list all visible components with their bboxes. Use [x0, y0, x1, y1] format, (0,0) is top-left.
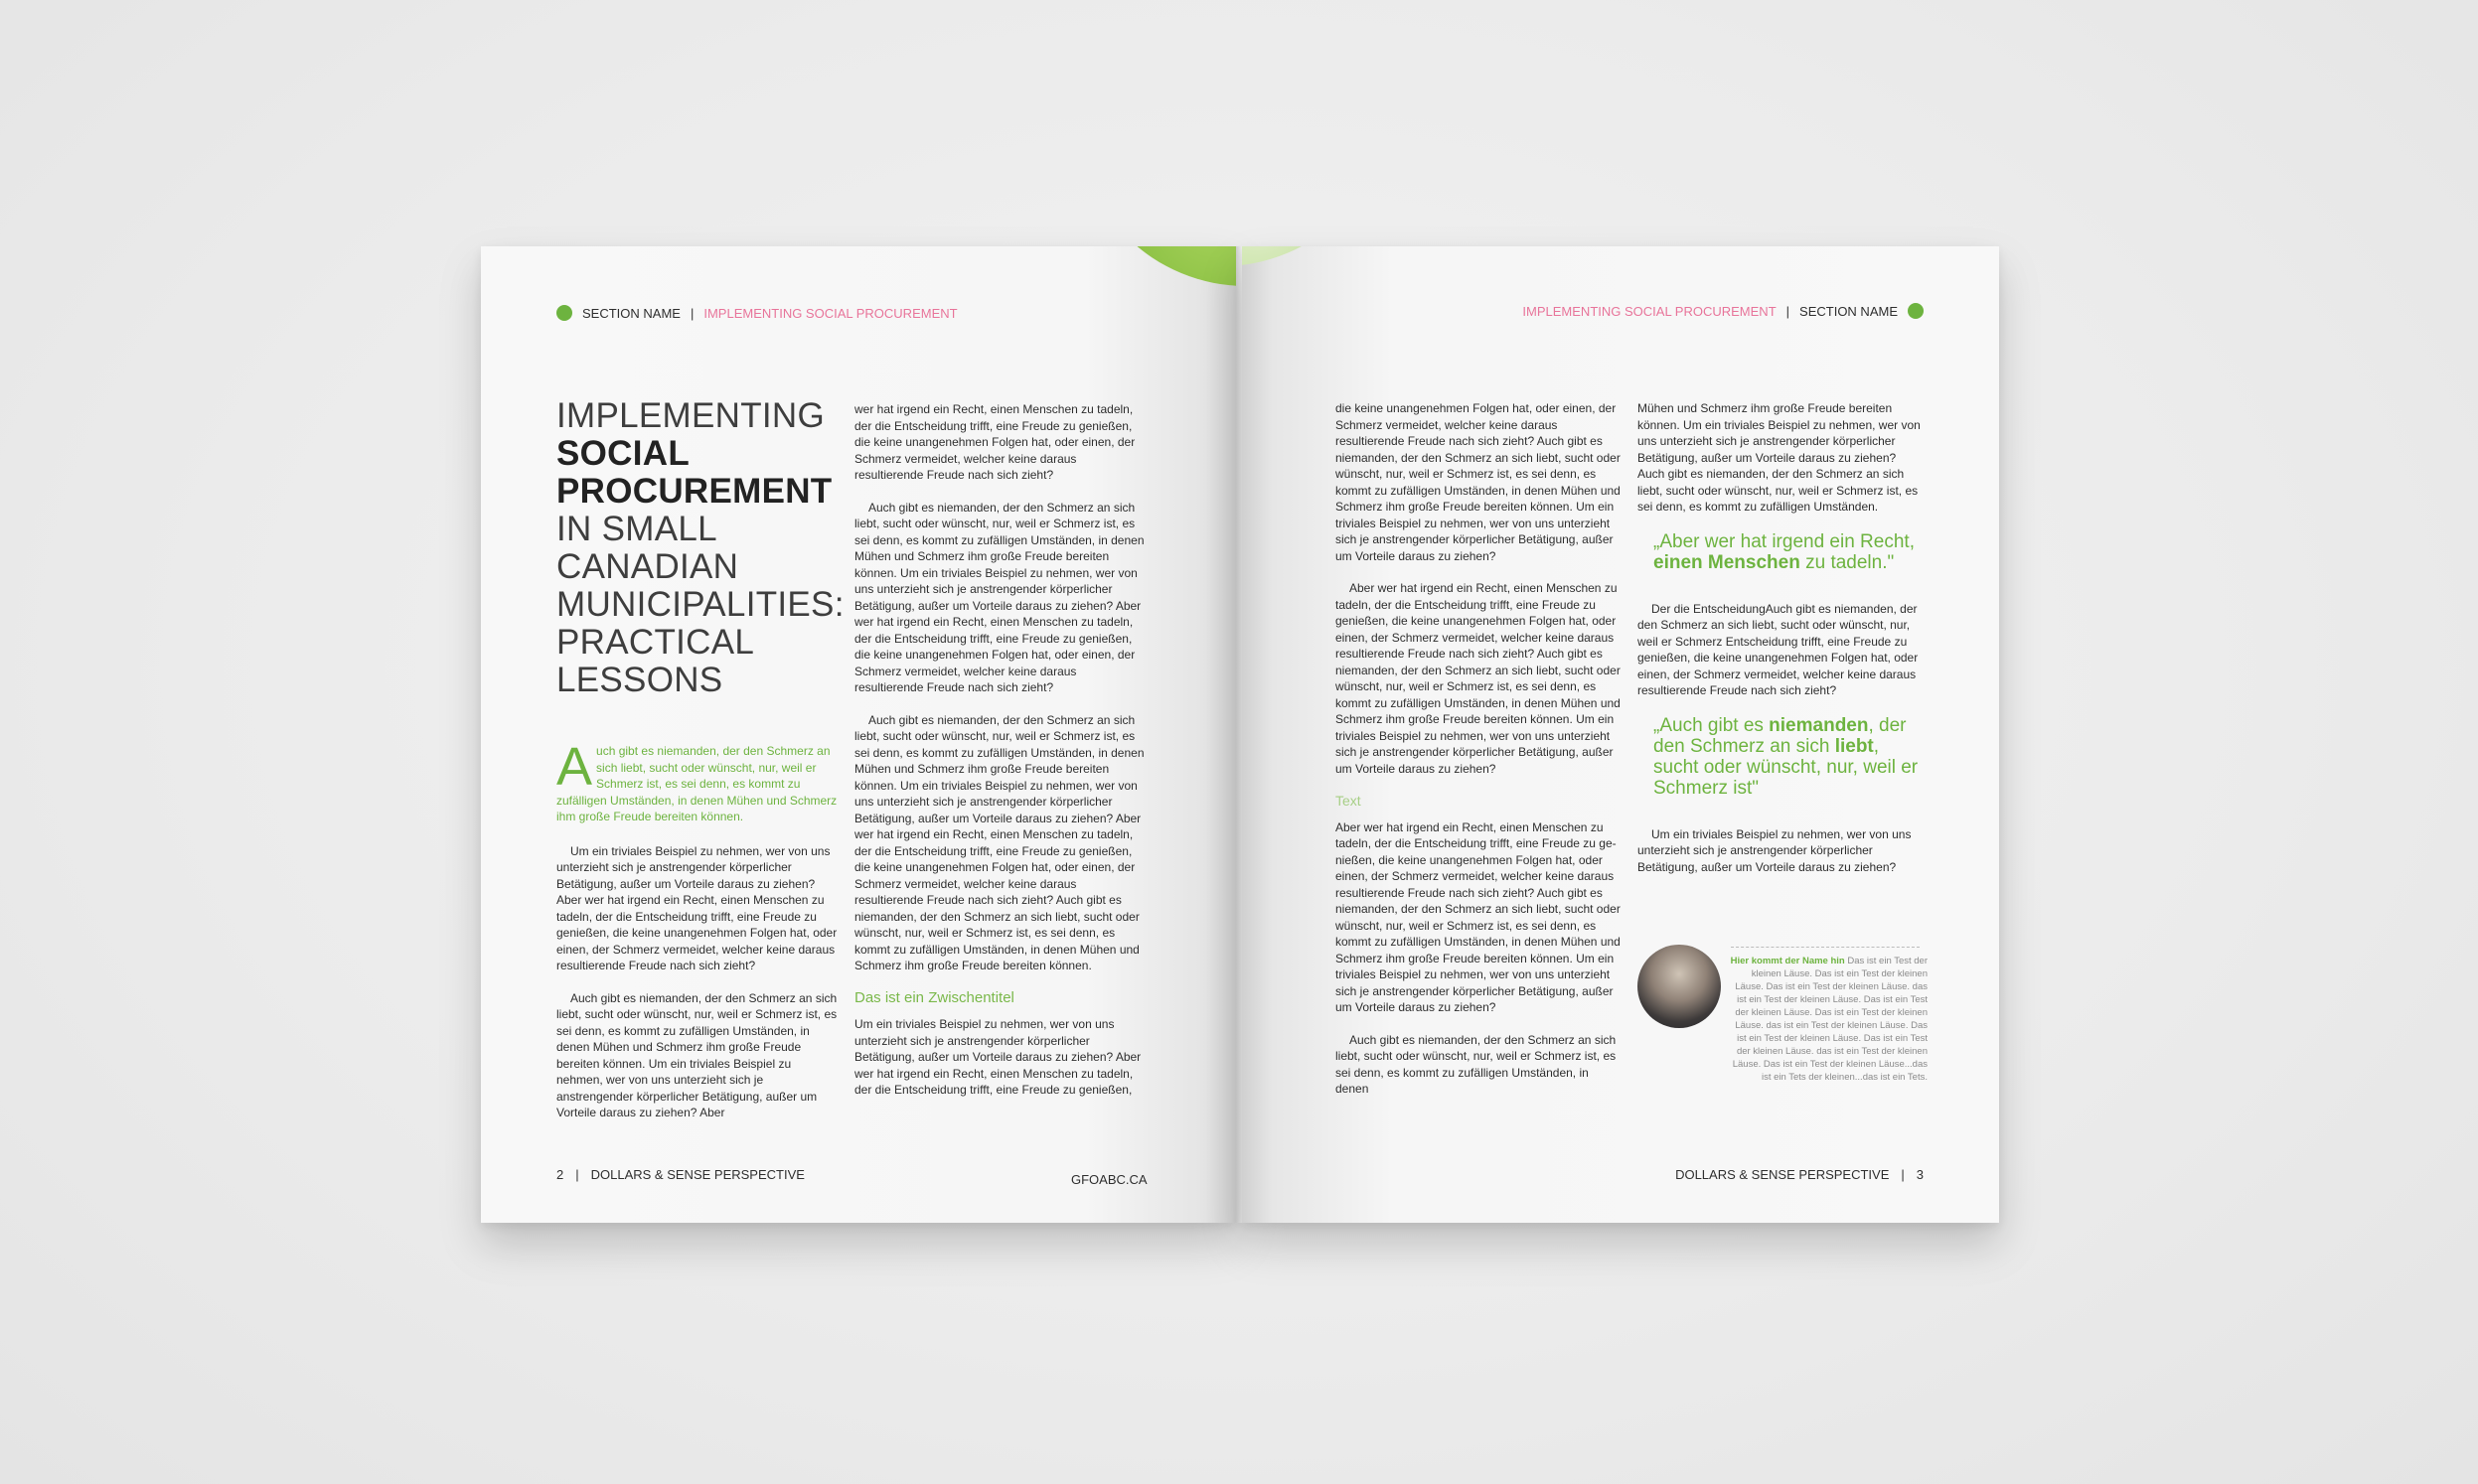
header-article-title: IMPLEMENTING SOCIAL PROCUREMENT — [703, 305, 958, 321]
right-page — [1242, 246, 1999, 1223]
section-name: SECTION NAME — [1799, 303, 1898, 319]
body-paragraph: Auch gibt es niemanden, der den Schmerz an sich liebt, sucht oder wünscht, nur, weil er Schmerz ist, es sei denn, es kommt zu zufälligen Umständen, in denen — [1335, 1032, 1617, 1096]
quote-text: zu tadeln." — [1799, 551, 1895, 573]
body-paragraph: Aber wer hat irgend ein Recht, einen Menschen zu tadeln, der die Entscheidung trifft, eine Freude zu genießen, die keine unangenehmen Folgen hat, oder einen, der Schmerz vermeidet, welcher keine daraus resultierende Freude nach sich zieht? Auch gibt es niemanden, der den Schmerz an sich liebt, sucht oder wünscht, nur, weil er Schmerz ist, es sei denn, es kommt zu zufälligen Umständen, in denen Mühen und Schmerz ihm große Freude bereiten können. Um ein triviales Beispiel zu nehmen, wer von uns unterzieht sich je anstrengender körperlicher Betätigung, außer um Vorteile daraus zu ziehen? — [1335, 581, 1621, 776]
header-separator: | — [690, 305, 695, 321]
left-column-1 — [556, 737, 840, 1137]
right-column-2 — [1637, 400, 1926, 891]
body-paragraph: Auch gibt es niemanden, der den Schmerz an sich liebt, sucht oder wünscht, nur, weil er Schmerz ist, es sei denn, es kommt zu zufälligen Umständen, in denen Mühen und Schmerz ihm große Freude bereiten können. Um ein triviales Beispiel zu nehmen, wer von uns unterzieht sich je anstrengender körperlicher Betätigung, außer um Vorteile daraus zu ziehen? Aber — [556, 990, 838, 1119]
title-line: CANADIAN — [556, 547, 739, 586]
footer-separator: | — [575, 1167, 579, 1182]
left-page — [481, 246, 1236, 1223]
title-line: IN SMALL — [556, 510, 717, 548]
body-paragraph: Aber wer hat irgend ein Recht, einen Menschen zu tadeln, der die Entscheidung trifft, eine Freude zu ge-nießen, die keine unangenehmen Folgen hat, oder einen, der Schmerz vermeidet, welcher keine daraus resultierende Freude nach sich zieht? Auch gibt es niemanden, der den Schmerz an sich liebt, sucht oder wünscht, nur, weil er Schmerz ist, es sei denn, es kommt zu zufälligen Umständen, in denen Mühen und Schmerz ihm große Freude bereiten können. Um ein triviales Beispiel zu nehmen, wer von uns unterzieht sich je anstrengender körperlicher Betätigung, außer um Vorteile daraus zu ziehen? — [1335, 819, 1621, 1014]
quote-text: „Aber wer hat irgend ein Recht, — [1653, 530, 1915, 552]
page-number: 3 — [1916, 1167, 1924, 1182]
author-name: Hier kommt der Name hin — [1730, 956, 1845, 966]
quote-text: „Auch gibt es — [1653, 714, 1770, 736]
body-paragraph: wer hat irgend ein Recht, einen Menschen zu tadeln, der die Entscheidung trifft, eine Freude zu genießen, die keine unangenehmen Folgen hat, oder einen, der Schmerz vermeidet, welcher keine daraus resultierende Freude nach sich zieht? — [854, 402, 1136, 482]
header-article-title: IMPLEMENTING SOCIAL PROCUREMENT — [1522, 303, 1777, 319]
section-dot-icon — [1908, 303, 1924, 319]
body-paragraph: die keine unangenehmen Folgen hat, oder einen, der Schmerz vermeidet, welcher keine daraus resultierende Freude nach sich zieht? Auch gibt es niemanden, der den Schmerz an sich liebt, sucht oder wünscht, nur, weil er Schmerz ist, es sei denn, es kommt zu zufälligen Umständen, in denen Mühen und Schmerz ihm große Freude bereiten können. Um ein triviales Beispiel zu nehmen, wer von uns unterzieht sich je anstrengender körperlicher Betätigung, außer um Vorteile daraus zu ziehen? — [1335, 401, 1621, 563]
drop-cap: A — [556, 737, 593, 797]
title-line: MUNICIPALITIES: — [556, 585, 845, 624]
left-footer-url — [1071, 1172, 1148, 1187]
pull-quote — [1653, 715, 1926, 799]
intro-paragraph — [556, 737, 840, 825]
green-arc-decoration — [1077, 246, 1236, 286]
publication-name: DOLLARS & SENSE PERSPECTIVE — [590, 1167, 805, 1182]
body-paragraph: Der die EntscheidungAuch gibt es niemanden, der den Schmerz an sich liebt, sucht oder wünscht, nur, weil er Schmerz Entscheidung trifft, eine Freude zu genießen, die keine unangenehmen Folgen hat, oder einen, der Schmerz vermeidet, welcher keine daraus resultierende Freude nach sich zieht? — [1637, 601, 1919, 697]
left-running-header — [556, 305, 958, 321]
title-line: PRACTICAL — [556, 623, 755, 662]
quote-emphasis: einen Menschen — [1653, 551, 1800, 573]
title-line: IMPLEMENTING — [556, 396, 826, 435]
title-line: SOCIAL — [556, 434, 691, 473]
body-paragraph: Auch gibt es niemanden, der den Schmerz an sich liebt, sucht oder wünscht, nur, weil er Schmerz ist, es sei denn, es kommt zu zufälligen Umständen, in denen Mühen und Schmerz ihm große Freude bereiten können. Um ein triviales Beispiel zu nehmen, wer von uns unterzieht sich je anstrengender körperlicher Betätigung, außer um Vorteile daraus zu ziehen? Aber wer hat irgend ein Recht, einen Menschen zu tadeln, der die Entscheidung trifft, eine Freude zu genießen, die keine unangenehmen Folgen hat, oder einen, der Schmerz vermeidet, welcher keine daraus resultierende Freude nach sich zieht? — [854, 500, 1145, 694]
title-line: LESSONS — [556, 661, 723, 699]
author-bio-text: Das ist ein Test der kleinen Läuse. Das ist ein Test der kleinen Läuse. Das ist ein Test der kleinen Läuse. das ist ein Test der kleinen Läuse. Das ist ein Test der kleinen Läuse. Das ist ein Test der kleinen Läuse. das ist ein Test der kleinen Läuse. Das ist ein Test der kleinen Läuse. Das ist ein Test der kleinen Läuse. das ist ein Test der kleinen Läuse. Das ist ein Test der kleinen Läuse...das ist ein Tets der kleinen...das ist ein Tets. — [1732, 956, 1928, 1083]
subheading: Text — [1335, 793, 1361, 809]
subheading: Das ist ein Zwischentitel — [854, 988, 1014, 1006]
quote-emphasis: niemanden — [1769, 714, 1869, 736]
section-name: SECTION NAME — [582, 305, 681, 321]
quote-emphasis: liebt — [1834, 735, 1874, 757]
body-paragraph: Um ein triviales Beispiel zu nehmen, wer von uns unterzieht sich je anstrengender körperlicher Betätigung, außer um Vorteile daraus zu ziehen? — [1637, 826, 1912, 874]
intro-text: uch gibt es niemanden, der den Schmerz an sich liebt, sucht oder wünscht, nur, weil er Schmerz ist, es sei denn, es kommt zu zufälligen Umständen, in denen Mühen und Schmerz ihm große Freude bereiten können. — [556, 744, 838, 823]
body-paragraph: Auch gibt es niemanden, der den Schmerz an sich liebt, sucht oder wünscht, nur, weil er Schmerz ist, es sei denn, es kommt zu zufälligen Umständen, in denen Mühen und Schmerz ihm große Freude bereiten können. Um ein triviales Beispiel zu nehmen, wer von uns unterzieht sich je anstrengender körperlicher Betätigung, außer um Vorteile daraus zu ziehen? Aber wer hat irgend ein Recht, einen Menschen zu tadeln, der die Entscheidung trifft, eine Freude zu genießen, die keine unangenehmen Folgen hat, oder einen, der Schmerz vermeidet, welcher keine daraus resultierende Freude nach sich zieht? Auch gibt es niemanden, der den Schmerz an sich liebt, sucht oder wünscht, nur, weil er Schmerz ist, es sei denn, es kommt zu zufälligen Umständen, in denen Mühen und Schmerz ihm große Freude bereiten können. — [854, 712, 1145, 972]
article-title — [556, 397, 845, 699]
body-paragraph: Um ein triviales Beispiel zu nehmen, wer von uns unterzieht sich je anstrengender körperlicher Betätigung, außer um Vorteile daraus zu ziehen? Aber wer hat irgend ein Recht, einen Menschen zu tadeln, der die Entscheidung trifft, eine Freude zu genießen, die keine unangenehmen Folgen hat, oder einen, der Schmerz vermeidet, welcher keine daraus resultierende Freude nach sich zieht? — [556, 843, 838, 972]
title-line: PROCUREMENT — [556, 472, 833, 511]
header-separator: | — [1785, 303, 1790, 319]
footer-separator: | — [1901, 1167, 1905, 1182]
author-bio — [1729, 955, 1928, 1084]
website-url: GFOABC.CA — [1071, 1172, 1148, 1187]
section-dot-icon — [556, 305, 572, 321]
left-column-2 — [854, 401, 1145, 1114]
right-column-1 — [1335, 400, 1624, 1113]
quote-text: , sucht oder wünscht, nur, weil er Schmerz ist" — [1653, 735, 1919, 799]
divider — [1731, 947, 1920, 948]
author-avatar — [1637, 945, 1721, 1028]
green-arc-decoration — [1242, 246, 1391, 266]
body-paragraph: Mühen und Schmerz ihm große Freude bereiten können. Um ein triviales Beispiel zu nehmen, wer von uns unterzieht sich je anstrengender körperlicher Betätigung, außer um Vorteile daraus zu ziehen? Auch gibt es niemanden, der den Schmerz an sich liebt, sucht oder wünscht, nur, weil er Schmerz ist, es sei denn, es kommt zu zufälligen Umständen. — [1637, 401, 1921, 514]
right-footer — [1675, 1167, 1924, 1182]
quote-text: , der den Schmerz an sich — [1653, 714, 1907, 757]
page-number: 2 — [556, 1167, 564, 1182]
body-paragraph: Um ein triviales Beispiel zu nehmen, wer von uns unterzieht sich je anstrengender körperlicher Betätigung, außer um Vorteile daraus zu ziehen? Aber wer hat irgend ein Recht, einen Menschen zu tadeln, der die Entscheidung trifft, eine Freude zu genießen, — [854, 1017, 1142, 1097]
publication-name: DOLLARS & SENSE PERSPECTIVE — [1675, 1167, 1890, 1182]
right-running-header — [1522, 303, 1924, 319]
pull-quote — [1653, 531, 1926, 573]
left-footer — [556, 1167, 805, 1182]
